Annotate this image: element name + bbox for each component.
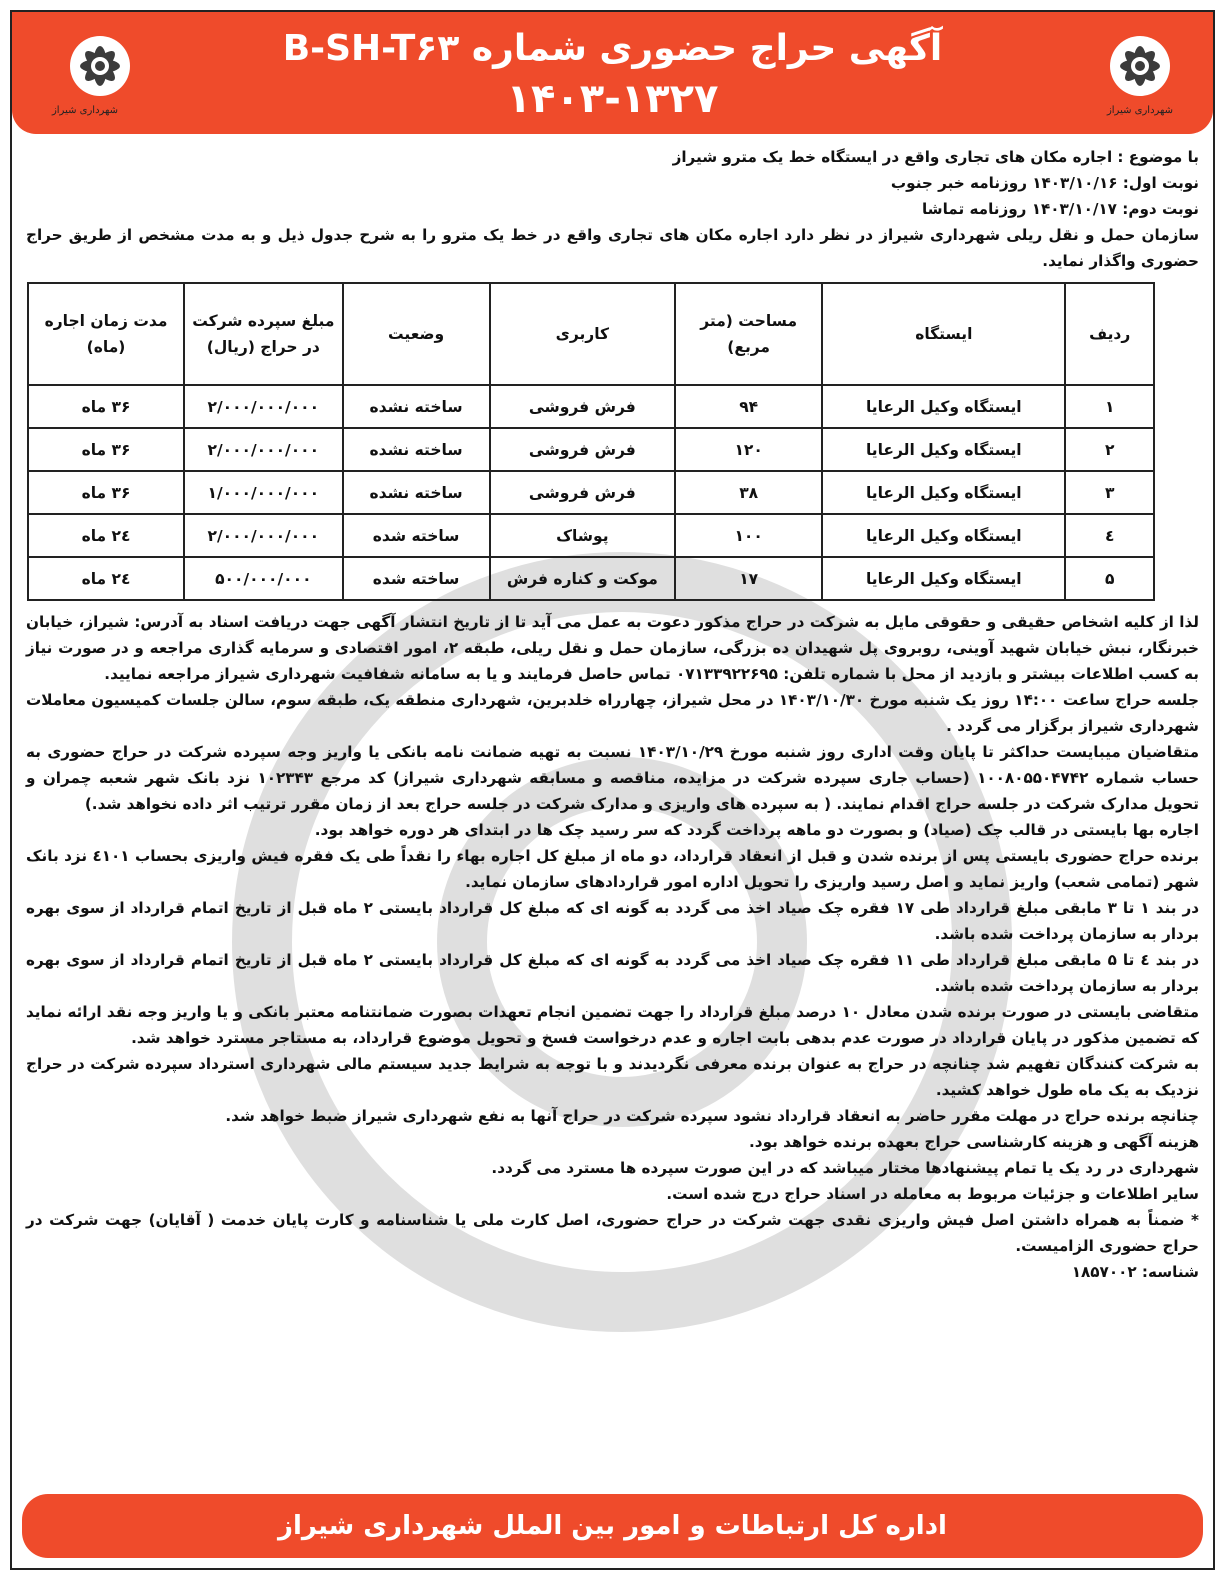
table-header-row (28, 283, 1154, 385)
cell-area: ۳۸ (675, 471, 822, 514)
col-usage: کاربری (490, 283, 676, 385)
col-status: وضعیت (343, 283, 490, 385)
cell-usage: موکت و کناره فرش (490, 557, 676, 600)
table-row (28, 385, 1154, 428)
body-paragraph: متقاضیان میبایست حداکثر تا پایان وقت اداری روز شنبه مورخ ۱۴۰۳/۱۰/۲۹ نسبت به تهیه ضمانت نامه بانکی یا واریز وجه سپرده شرکت در حراج حضوری به حساب شماره ۱۰۰۸۰۵۵۰۴۷۴۲ (حساب جاری سپرده شرکت در مزایده، مناقصه و مسابقه شهرداری شیراز) کد مرجع ۱۰۲۳۴۳ نزد بانک شهر شعبه چمران و تحویل مدارک شرکت در جلسه حراج اقدام نمایند. ( به سپرده های واریزی و مدارک شرکت در جلسه حراج بعد از زمان مقرر ترتیب اثر داده نخواهد شد.) (26, 743, 1200, 813)
cell-status: ساخته شده (343, 557, 490, 600)
cell-row: ۲ (1065, 428, 1154, 471)
cell-duration: ۳۶ ماه (28, 428, 184, 471)
cell-usage: فرش فروشی (490, 428, 676, 471)
cell-duration: ۳۶ ماه (28, 471, 184, 514)
logo-caption: شهرداری شیراز (51, 105, 119, 116)
header-banner (12, 12, 1213, 134)
cell-station: ایستگاه وکیل الرعایا (822, 514, 1065, 557)
notice-id: شناسه: ۱۸۵۷۰۰۲ (1071, 1263, 1199, 1281)
cell-station: ایستگاه وکیل الرعایا (822, 471, 1065, 514)
cell-deposit: ۲/۰۰۰/۰۰۰/۰۰۰ (184, 514, 343, 557)
cell-usage: پوشاک (490, 514, 676, 557)
table-row (28, 428, 1154, 471)
cell-station: ایستگاه وکیل الرعایا (822, 428, 1065, 471)
body-paragraph: در بند ۱ تا ۳ مابقی مبلغ قرارداد طی ۱۷ فقره چک صیاد اخذ می گردد به گونه ای که مبلغ کل قرارداد بایستی ۲ ماه قبل از تاریخ اتمام قرارداد از سوی بهره بردار به سازمان پرداخت شده باشد. (26, 899, 1200, 943)
cell-usage: فرش فروشی (490, 385, 676, 428)
body-paragraph: اجاره بها بایستی در قالب چک (صیاد) و بصورت دو ماهه پرداخت گردد که سر رسید چک ها در ابتدای هر دوره خواهد بود. (314, 821, 1199, 839)
body-paragraph: برنده حراج حضوری بایستی پس از برنده شدن و قبل از انعقاد قرارداد، دو ماه از مبلغ کل اجاره بهاء را نقداً طی یک فقره فیش واریزی بحساب ٤۱۰۱ نزد بانک شهر (تمامی شعب) واریز نماید و اصل رسید واریزی را تحویل اداره امور قراردادهای سازمان نماید. (26, 847, 1199, 891)
notice-title (162, 24, 1063, 124)
table-row (28, 471, 1154, 514)
cell-duration: ۳۶ ماه (28, 385, 184, 428)
cell-status: ساخته شده (343, 514, 490, 557)
cell-duration: ۲٤ ماه (28, 514, 184, 557)
body-paragraph: به شرکت کنندگان تفهیم شد چنانچه در حراج به عنوان برنده معرفی نگردیدند و با توجه به شرایط جدید سیستم مالی شهرداری استرداد سپرده شرکت در حراج نزدیک به یک ماه طول خواهد کشید. (26, 1055, 1199, 1099)
col-row: ردیف (1065, 283, 1154, 385)
notice-body (26, 144, 1199, 1285)
col-station: ایستگاه (822, 283, 1065, 385)
notice-frame (10, 10, 1215, 1570)
body-paragraph: شهرداری در رد یک یا تمام پیشنهادها مختار میباشد که در این صورت سپرده ها مسترد می گردد. (491, 1159, 1199, 1177)
body-paragraph: سایر اطلاعات و جزئیات مربوط به معامله در اسناد حراج درج شده است. (666, 1185, 1199, 1203)
body-paragraph: جلسه حراج ساعت ۱۴:۰۰ روز یک شنبه مورخ ۱۴۰۳/۱۰/۳۰ در محل شیراز، چهارراه خلدبرین، شهرداری منطقه یک، طبقه سوم، سالن جلسات کمیسیون معاملات شهرداری شیراز برگزار می گردد . (26, 691, 1199, 735)
shiraz-municipality-logo (30, 24, 140, 124)
body-paragraph: لذا از کلیه اشخاص حقیقی و حقوقی مایل به شرکت در حراج مذکور دعوت به عمل می آید تا از تاریخ انتشار آگهی جهت دریافت اسناد به آدرس: شیراز، خیابان خبرنگار، نبش خیابان شهید آوینی، روبروی پل شهیدان ده بزرگی، سازمان حمل و نقل ریلی، طبقه ۲، امور اقتصادی و سرمایه گذاری مراجعه و در صورت نیاز به کسب اطلاعات بیشتر و بازدید از محل با شماره تلفن: ۰۷۱۳۳۹۲۲۶۹۵ تماس حاصل فرمایند و یا به سامانه شفافیت شهرداری شیراز مراجعه نمایید. (26, 613, 1199, 683)
body-paragraph: متقاضی بایستی در صورت برنده شدن معادل ۱۰ درصد مبلغ قرارداد را جهت تضمین انجام تعهدات بصورت ضمانتنامه معتبر بانکی و یا واریز وجه نقد ارائه نماید که تضمین مذکور در پایان قرارداد در صورت عدم بدهی بابت اجاره و عدم درخواست فسخ و تحویل موضوع قرارداد، به مستاجر مسترد خواهد شد. (26, 1003, 1199, 1047)
body-paragraph: هزینه آگهی و هزینه کارشناسی حراج بعهده برنده خواهد بود. (749, 1133, 1199, 1151)
intro-description: سازمان حمل و نقل ریلی شهرداری شیراز در نظر دارد اجاره مکان های تجاری واقع در خط یک مترو را به شرح جدول ذیل و به مدت مشخص از طریق حراج حضوری واگذار نماید. (26, 226, 1199, 270)
auction-table (27, 282, 1155, 601)
footer-banner: اداره کل ارتباطات و امور بین الملل شهرداری شیراز (22, 1494, 1203, 1558)
cell-row: ۳ (1065, 471, 1154, 514)
cell-status: ساخته نشده (343, 385, 490, 428)
second-publication: نوبت دوم: ۱۴۰۳/۱۰/۱۷ روزنامه تماشا (921, 200, 1199, 218)
col-area: مساحت (متر مربع) (675, 283, 822, 385)
cell-deposit: ۱/۰۰۰/۰۰۰/۰۰۰ (184, 471, 343, 514)
cell-status: ساخته نشده (343, 428, 490, 471)
body-paragraph: در بند ٤ تا ۵ مابقی مبلغ قرارداد طی ۱۱ فقره چک صیاد اخذ می گردد به گونه ای که مبلغ کل قرارداد بایستی ۲ ماه قبل از تاریخ اتمام قرارداد از سوی بهره بردار به سازمان پرداخت شده باشد. (26, 951, 1200, 995)
col-duration: مدت زمان اجاره (ماه) (28, 283, 184, 385)
cell-area: ۱۰۰ (675, 514, 822, 557)
cell-row: ٤ (1065, 514, 1154, 557)
cell-row: ۱ (1065, 385, 1154, 428)
cell-usage: فرش فروشی (490, 471, 676, 514)
cell-deposit: ۲/۰۰۰/۰۰۰/۰۰۰ (184, 428, 343, 471)
cell-status: ساخته نشده (343, 471, 490, 514)
col-deposit: مبلغ سپرده شرکت در حراج (ریال) (184, 283, 343, 385)
cell-station: ایستگاه وکیل الرعایا (822, 385, 1065, 428)
cell-area: ۹۴ (675, 385, 822, 428)
table-row (28, 557, 1154, 600)
title-line-1: آگهی حراج حضوری شماره B-SH-T۶۳ (282, 28, 943, 69)
title-line-2: ۱۴۰۳-۱۳۲۷ (506, 76, 719, 122)
cell-station: ایستگاه وکیل الرعایا (822, 557, 1065, 600)
first-publication: نوبت اول: ۱۴۰۳/۱۰/۱۶ روزنامه خبر جنوب (890, 174, 1199, 192)
body-paragraph: * ضمناً به همراه داشتن اصل فیش واریزی نقدی جهت شرکت در حراج حضوری، اصل کارت ملی یا شناسنامه و کارت پایان خدمت ( آقایان) جهت شرکت در حراج حضوری الزامیست. (26, 1211, 1199, 1255)
cell-duration: ۲٤ ماه (28, 557, 184, 600)
table-row (28, 514, 1154, 557)
logo-caption: شهرداری شیراز (1106, 105, 1174, 116)
cell-row: ۵ (1065, 557, 1154, 600)
subject-line: با موضوع : اجاره مکان های تجاری واقع در ایستگاه خط یک مترو شیراز (672, 148, 1199, 166)
cell-deposit: ۲/۰۰۰/۰۰۰/۰۰۰ (184, 385, 343, 428)
cell-area: ۱۷ (675, 557, 822, 600)
shiraz-municipality-logo (1085, 24, 1195, 124)
cell-deposit: ۵۰۰/۰۰۰/۰۰۰ (184, 557, 343, 600)
body-paragraph: چنانچه برنده حراج در مهلت مقرر حاضر به انعقاد قرارداد نشود سپرده شرکت در حراج آنها به نفع شهرداری شیراز ضبط خواهد شد. (225, 1107, 1199, 1125)
cell-area: ۱۲۰ (675, 428, 822, 471)
